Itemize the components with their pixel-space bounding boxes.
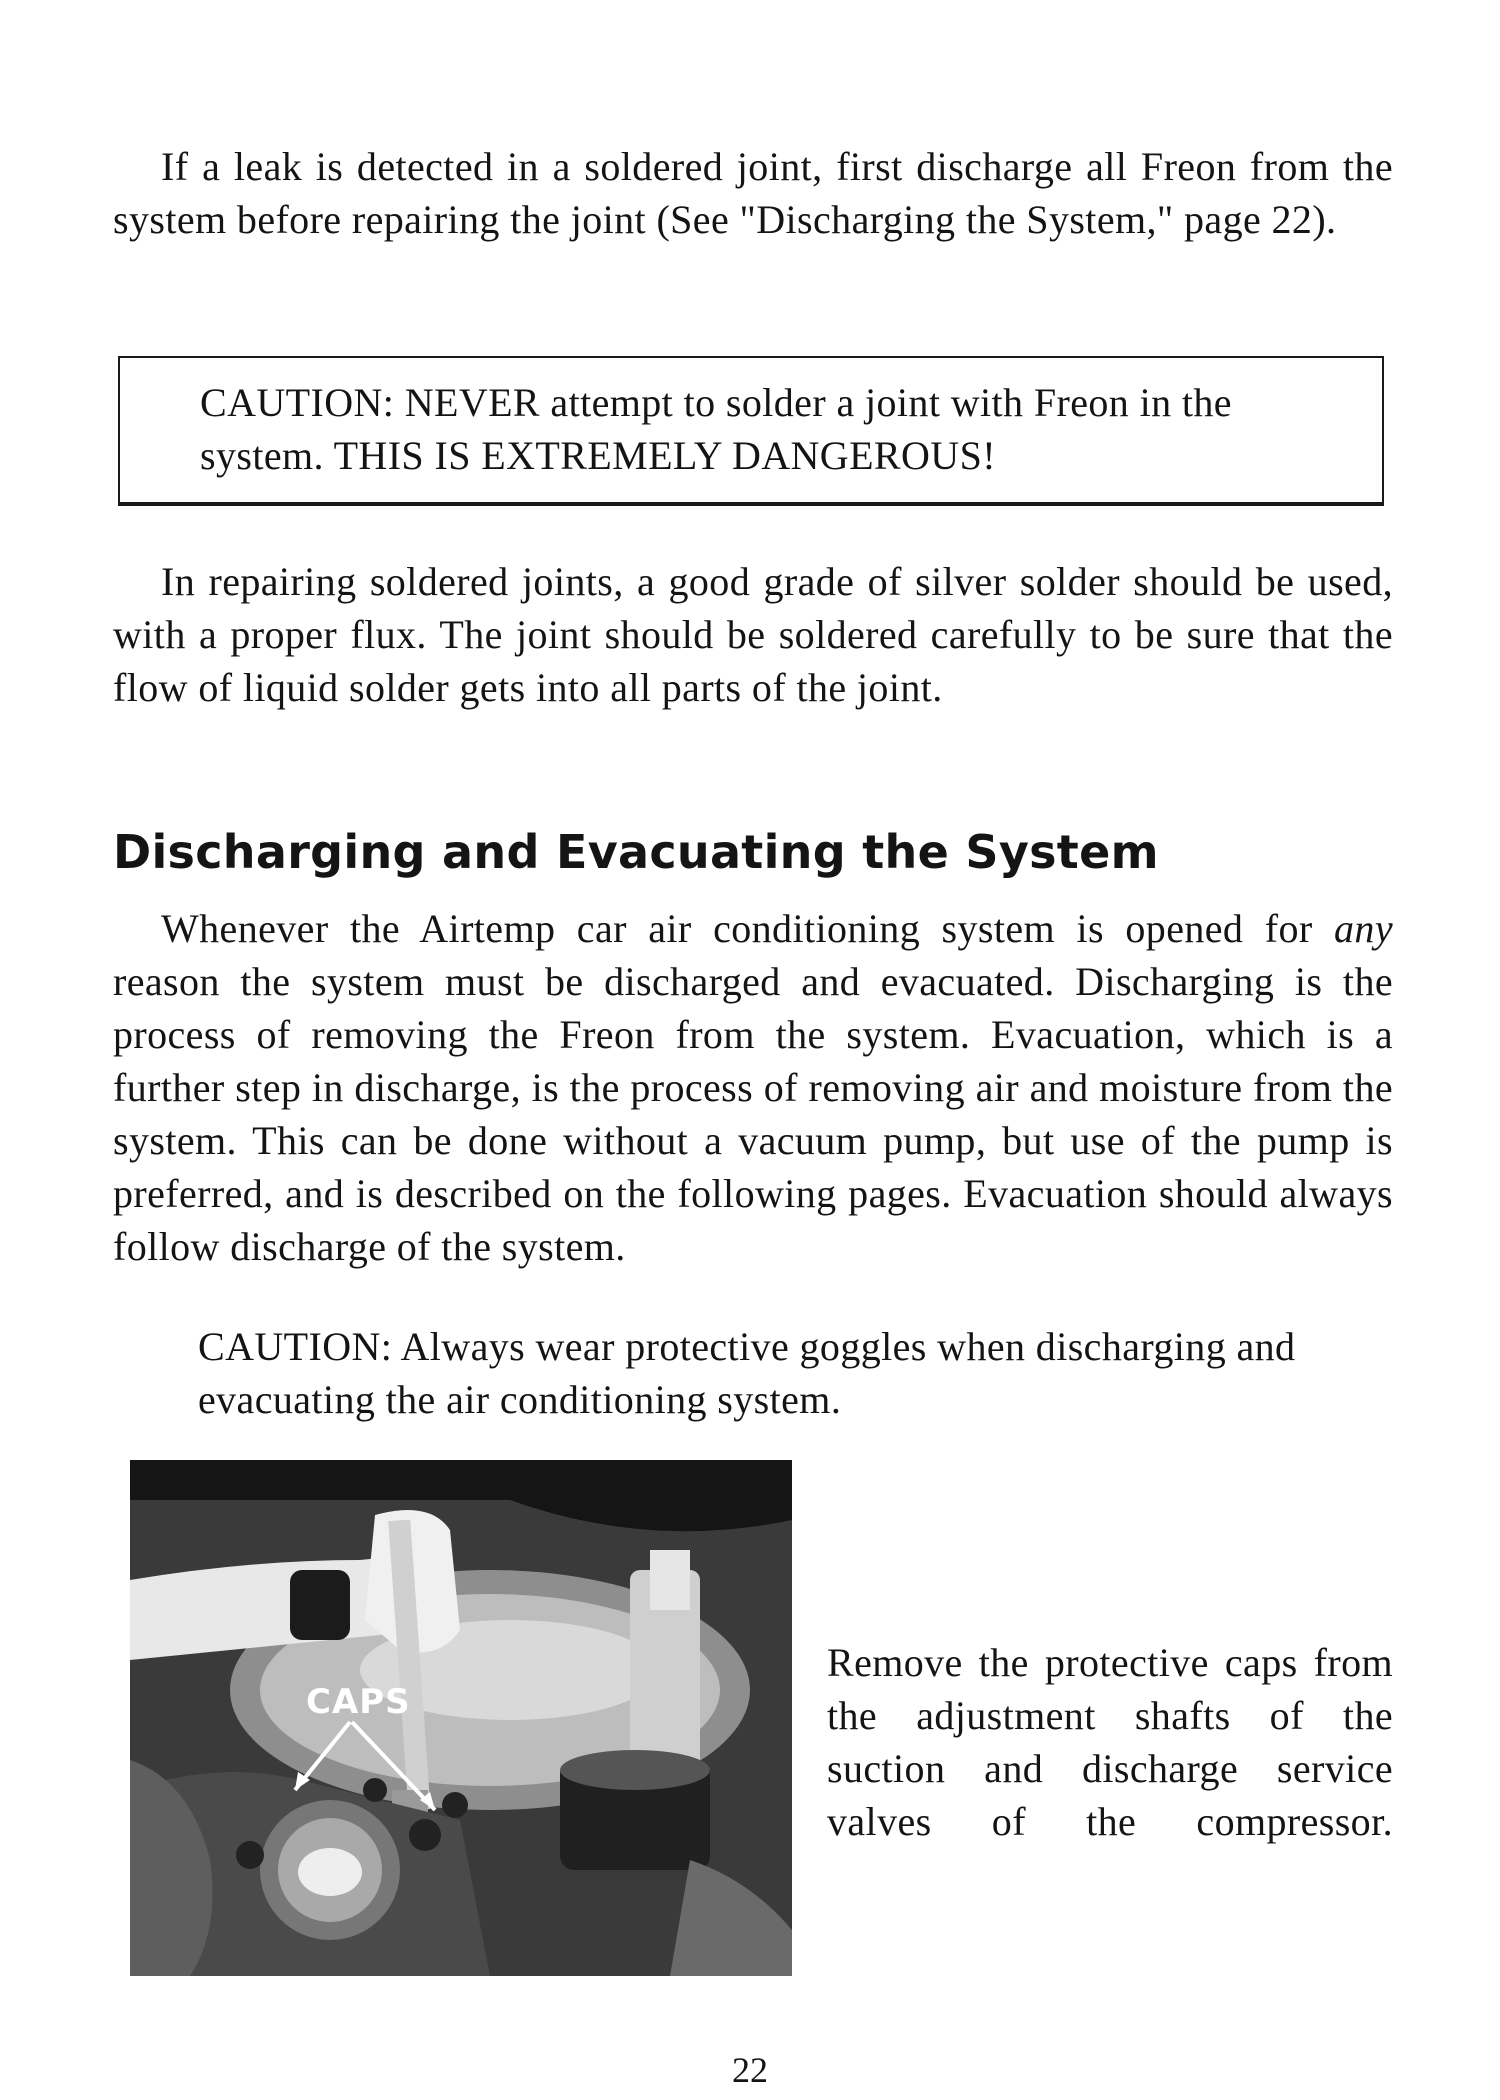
caution-solder-text: CAUTION: NEVER attempt to solder a joint with Freon in the system. THIS IS EXTREMELY DANGEROUS!: [200, 380, 1232, 478]
leak-paragraph: If a leak is detected in a soldered joint, first discharge all Freon from the system before repairing the joint (See "Discharging the System," page 22).: [113, 144, 1393, 242]
compressor-photo: [130, 1460, 792, 1976]
figure-caption: Remove the protective caps from the adjustment shafts of the suction and discharge service valves of the compressor.: [827, 1640, 1393, 1844]
intro-text-before: Whenever the Airtemp car air conditioning system is opened for: [161, 906, 1335, 951]
compressor-photo-illustration: [130, 1460, 792, 1976]
caution-goggles-text: CAUTION: Always wear protective goggles when discharging and evacuating the air conditioning system.: [198, 1324, 1296, 1422]
intro-text-after: reason the system must be discharged and evacuated. Discharging is the process of removing the Freon from the system. Evacuation, which is a further step in discharge, is the process of removing air and moisture from the system. This can be done without a vacuum pump, but use of the pump is preferred, and is described on the following pages. Evacuation should always follow discharge of the system.: [113, 959, 1393, 1269]
intro-emphasis: any: [1334, 906, 1393, 951]
page-number: 22: [732, 2050, 768, 2090]
intro-paragraph: [113, 902, 1393, 1273]
caps-label: CAPS: [306, 1682, 411, 1722]
repairing-paragraph: In repairing soldered joints, a good grade of silver solder should be used, with a proper flux. The joint should be soldered carefully to be sure that the flow of liquid solder gets into all parts of the joint.: [113, 559, 1393, 710]
caution-box: [118, 356, 1384, 506]
section-heading: Discharging and Evacuating the System: [113, 825, 1159, 879]
